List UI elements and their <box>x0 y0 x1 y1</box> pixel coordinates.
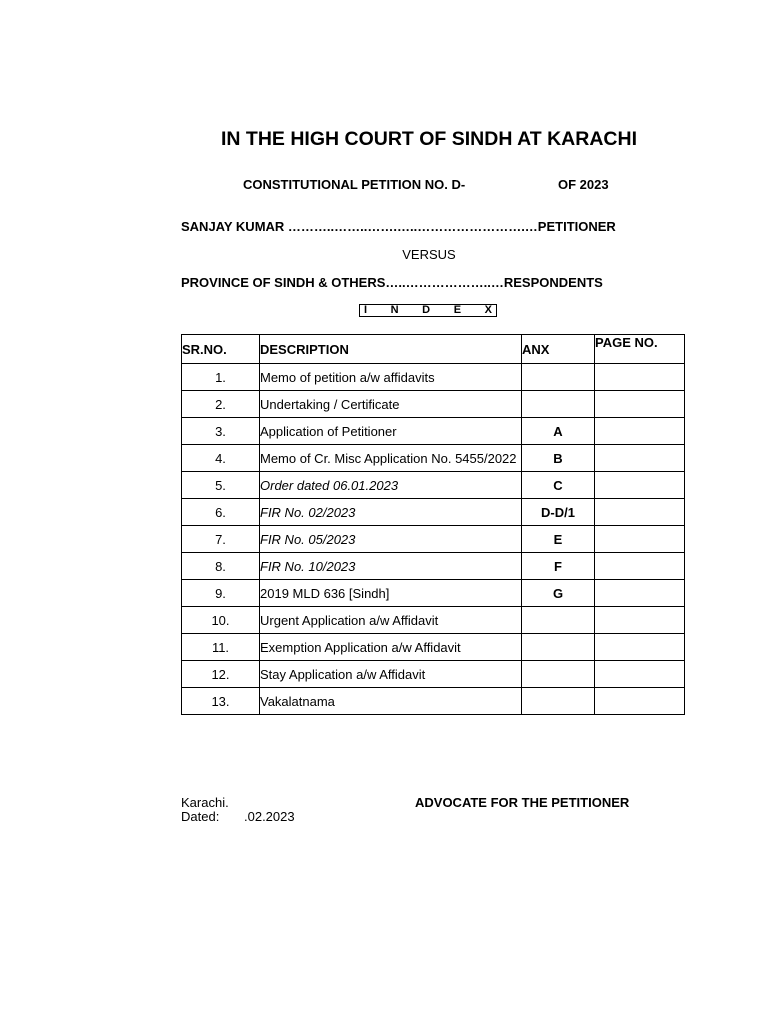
row-sr-no: 3. <box>182 418 260 445</box>
row-sr-no: 9. <box>182 580 260 607</box>
row-description: FIR No. 05/2023 <box>260 526 522 553</box>
row-page-no <box>595 526 685 553</box>
row-sr-no: 1. <box>182 364 260 391</box>
row-anx <box>522 391 595 418</box>
row-sr-no: 2. <box>182 391 260 418</box>
table-row <box>182 418 685 445</box>
row-anx: C <box>522 472 595 499</box>
index-letter: D <box>422 304 431 316</box>
row-description: Urgent Application a/w Affidavit <box>260 607 522 634</box>
row-sr-no: 11. <box>182 634 260 661</box>
table-row <box>182 688 685 715</box>
row-description: Vakalatnama <box>260 688 522 715</box>
row-anx <box>522 688 595 715</box>
footer-dated-value: .02.2023 <box>244 809 295 824</box>
row-page-no <box>595 391 685 418</box>
row-description: Stay Application a/w Affidavit <box>260 661 522 688</box>
row-anx <box>522 364 595 391</box>
index-letter: N <box>390 304 399 316</box>
index-letter: I <box>364 304 368 316</box>
row-description: FIR No. 10/2023 <box>260 553 522 580</box>
row-anx: G <box>522 580 595 607</box>
row-sr-no: 4. <box>182 445 260 472</box>
row-page-no <box>595 499 685 526</box>
row-sr-no: 5. <box>182 472 260 499</box>
row-description: Exemption Application a/w Affidavit <box>260 634 522 661</box>
row-sr-no: 7. <box>182 526 260 553</box>
table-row <box>182 364 685 391</box>
header-sr-no: SR.NO. <box>182 335 260 364</box>
row-sr-no: 13. <box>182 688 260 715</box>
row-description: Undertaking / Certificate <box>260 391 522 418</box>
table-row <box>182 607 685 634</box>
row-page-no <box>595 445 685 472</box>
table-header-row <box>182 335 685 364</box>
row-description: Memo of petition a/w affidavits <box>260 364 522 391</box>
row-page-no <box>595 607 685 634</box>
table-row <box>182 472 685 499</box>
row-sr-no: 12. <box>182 661 260 688</box>
row-page-no <box>595 553 685 580</box>
petition-year: OF 2023 <box>558 177 609 192</box>
table-body <box>182 364 685 715</box>
table-row <box>182 391 685 418</box>
row-description: Memo of Cr. Misc Application No. 5455/2022 <box>260 445 522 472</box>
row-description: 2019 MLD 636 [Sindh] <box>260 580 522 607</box>
footer-place: Karachi. <box>181 795 229 810</box>
advocate-signature: ADVOCATE FOR THE PETITIONER <box>415 795 630 810</box>
respondent-line: PROVINCE OF SINDH & OTHERS…..………………..…RESPONDENTS <box>181 275 603 290</box>
header-anx: ANX <box>522 335 595 364</box>
row-description: Application of Petitioner <box>260 418 522 445</box>
row-anx <box>522 634 595 661</box>
table-row <box>182 661 685 688</box>
table-row <box>182 526 685 553</box>
row-page-no <box>595 634 685 661</box>
row-page-no <box>595 472 685 499</box>
row-page-no <box>595 418 685 445</box>
index-table <box>181 334 685 715</box>
row-anx <box>522 661 595 688</box>
row-sr-no: 8. <box>182 553 260 580</box>
court-title: IN THE HIGH COURT OF SINDH AT KARACHI <box>221 128 637 150</box>
row-sr-no: 10. <box>182 607 260 634</box>
row-page-no <box>595 688 685 715</box>
table-row <box>182 634 685 661</box>
row-anx: F <box>522 553 595 580</box>
row-description: FIR No. 02/2023 <box>260 499 522 526</box>
row-description: Order dated 06.01.2023 <box>260 472 522 499</box>
header-description: DESCRIPTION <box>260 335 522 364</box>
row-anx: B <box>522 445 595 472</box>
table-row <box>182 553 685 580</box>
row-page-no <box>595 580 685 607</box>
row-page-no <box>595 661 685 688</box>
row-anx: D-D/1 <box>522 499 595 526</box>
row-sr-no: 6. <box>182 499 260 526</box>
row-anx <box>522 607 595 634</box>
row-anx: E <box>522 526 595 553</box>
petitioner-line: SANJAY KUMAR ………..……..…….…..…………………….…PETITIONER <box>181 219 616 234</box>
index-letter: X <box>484 304 492 316</box>
row-anx: A <box>522 418 595 445</box>
versus-label: VERSUS <box>402 247 456 262</box>
index-heading <box>359 304 497 317</box>
header-page-no: PAGE NO. <box>595 335 685 364</box>
row-page-no <box>595 364 685 391</box>
table-row <box>182 445 685 472</box>
table-row <box>182 499 685 526</box>
table-row <box>182 580 685 607</box>
index-letter: E <box>453 304 462 316</box>
footer-dated-label: Dated: <box>181 809 220 824</box>
petition-number: CONSTITUTIONAL PETITION NO. D- <box>243 177 466 192</box>
